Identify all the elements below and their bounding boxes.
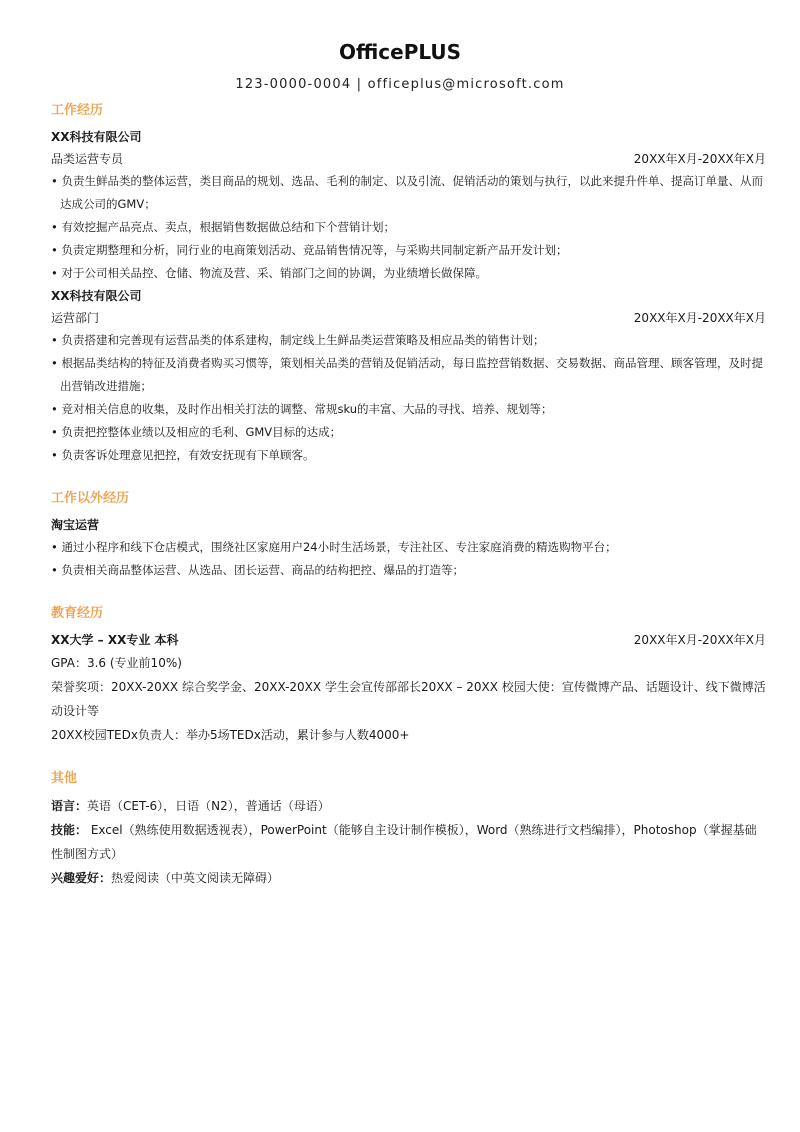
bullet-item: • 竞对相关信息的收集，及时作出相关打法的调整、常规sku的丰富、大品的寻找、培养、规划等； [51, 398, 766, 421]
work-section [51, 100, 766, 467]
gpa-line: GPA：3.6 (专业前10%) [51, 656, 182, 670]
tedx-line: 20XX校园TEDx负责人：举办5场TEDx活动，累计参与人数4000+ [51, 728, 410, 742]
hobbies-line [51, 866, 766, 890]
skills-label: 技能： [51, 823, 88, 837]
section-title-education: 教育经历 [51, 606, 104, 621]
role-row [51, 307, 766, 329]
resume-content [51, 100, 766, 911]
education-date: 20XX年X月-20XX年X月 [633, 633, 766, 647]
bullet-item: • 有效挖掘产品亮点、卖点，根据销售数据做总结和下个营销计划； [51, 216, 766, 239]
bullet-item: • 负责客诉处理意见把控，有效安抚现有下单顾客。 [51, 444, 766, 467]
bullet-item: • 对于公司相关品控、仓储、物流及营、采、销部门之间的协调，为业绩增长做保障。 [51, 262, 766, 285]
job-entry [51, 126, 766, 285]
job-date: 20XX年X月-20XX年X月 [633, 152, 766, 166]
skills-value: Excel（熟练使用数据透视表），PowerPoint（能够自主设计制作模板），Word（熟练进行文档编排），Photoshop（掌握基础性制图方式） [51, 823, 757, 861]
extra-bullets [51, 536, 766, 582]
section-title-extra: 工作以外经历 [51, 491, 130, 506]
bullet-item: • 负责把控整体业绩以及相应的毛利、GMV目标的达成； [51, 421, 766, 444]
language-label: 语言： [51, 799, 88, 813]
contact-info: 123-0000-0004 | officeplus@microsoft.com [235, 77, 565, 92]
hobbies-label: 兴趣爱好： [51, 871, 112, 885]
role-row [51, 148, 766, 170]
company-name: XX科技有限公司 [51, 130, 142, 144]
skills-line [51, 818, 766, 866]
extra-company: 淘宝运营 [51, 518, 100, 532]
other-section [51, 768, 766, 890]
section-title-other: 其他 [51, 771, 78, 786]
bullet-item: • 负责搭建和完善现有运营品类的体系建构，制定线上生鲜品类运营策略及相应品类的销售计划； [51, 329, 766, 352]
job-date: 20XX年X月-20XX年X月 [633, 311, 766, 325]
bullet-item: • 负责相关商品整体运营、从选品、团长运营、商品的结构把控、爆品的打造等； [51, 559, 766, 582]
language-line [51, 794, 766, 818]
honors-line: 荣誉奖项：20XX-20XX 综合奖学金、20XX-20XX 学生会宣传部部长20XX – 20XX 校园大使：宣传微博产品、话题设计、线下微博活动设计等 [51, 680, 766, 718]
job-bullets [51, 170, 766, 285]
job-entry [51, 285, 766, 467]
resume-name: OfficePLUS [338, 40, 462, 64]
school-name: XX大学 – XX专业 本科 [51, 633, 179, 647]
job-role: 品类运营专员 [51, 152, 124, 166]
job-bullets [51, 329, 766, 467]
bullet-item: • 负责生鲜品类的整体运营，类目商品的规划、选品、毛利的制定、以及引流、促销活动的策划与执行，以此来提升件单、提高订单量、从而达成公司的GMV； [51, 170, 766, 216]
bullet-item: • 负责定期整理和分析，同行业的电商策划活动、竞品销售情况等，与采购共同制定新产品开发计划； [51, 239, 766, 262]
education-row [51, 629, 766, 651]
section-title-work: 工作经历 [51, 103, 104, 118]
bullet-item: • 根据品类结构的特征及消费者购买习惯等，策划相关品类的营销及促销活动，每日监控营销数据、交易数据、商品管理、顾客管理，及时提出营销改进措施； [51, 352, 766, 398]
education-section [51, 603, 766, 747]
company-name: XX科技有限公司 [51, 289, 142, 303]
job-role: 运营部门 [51, 311, 100, 325]
hobbies-value: 热爱阅读（中英文阅读无障碍） [111, 871, 280, 885]
extra-section [51, 488, 766, 582]
bullet-item: • 通过小程序和线下仓店模式，围绕社区家庭用户24小时生活场景，专注社区、专注家庭消费的精选购物平台； [51, 536, 766, 559]
language-value: 英语（CET-6），日语（N2），普通话（母语） [87, 799, 330, 813]
